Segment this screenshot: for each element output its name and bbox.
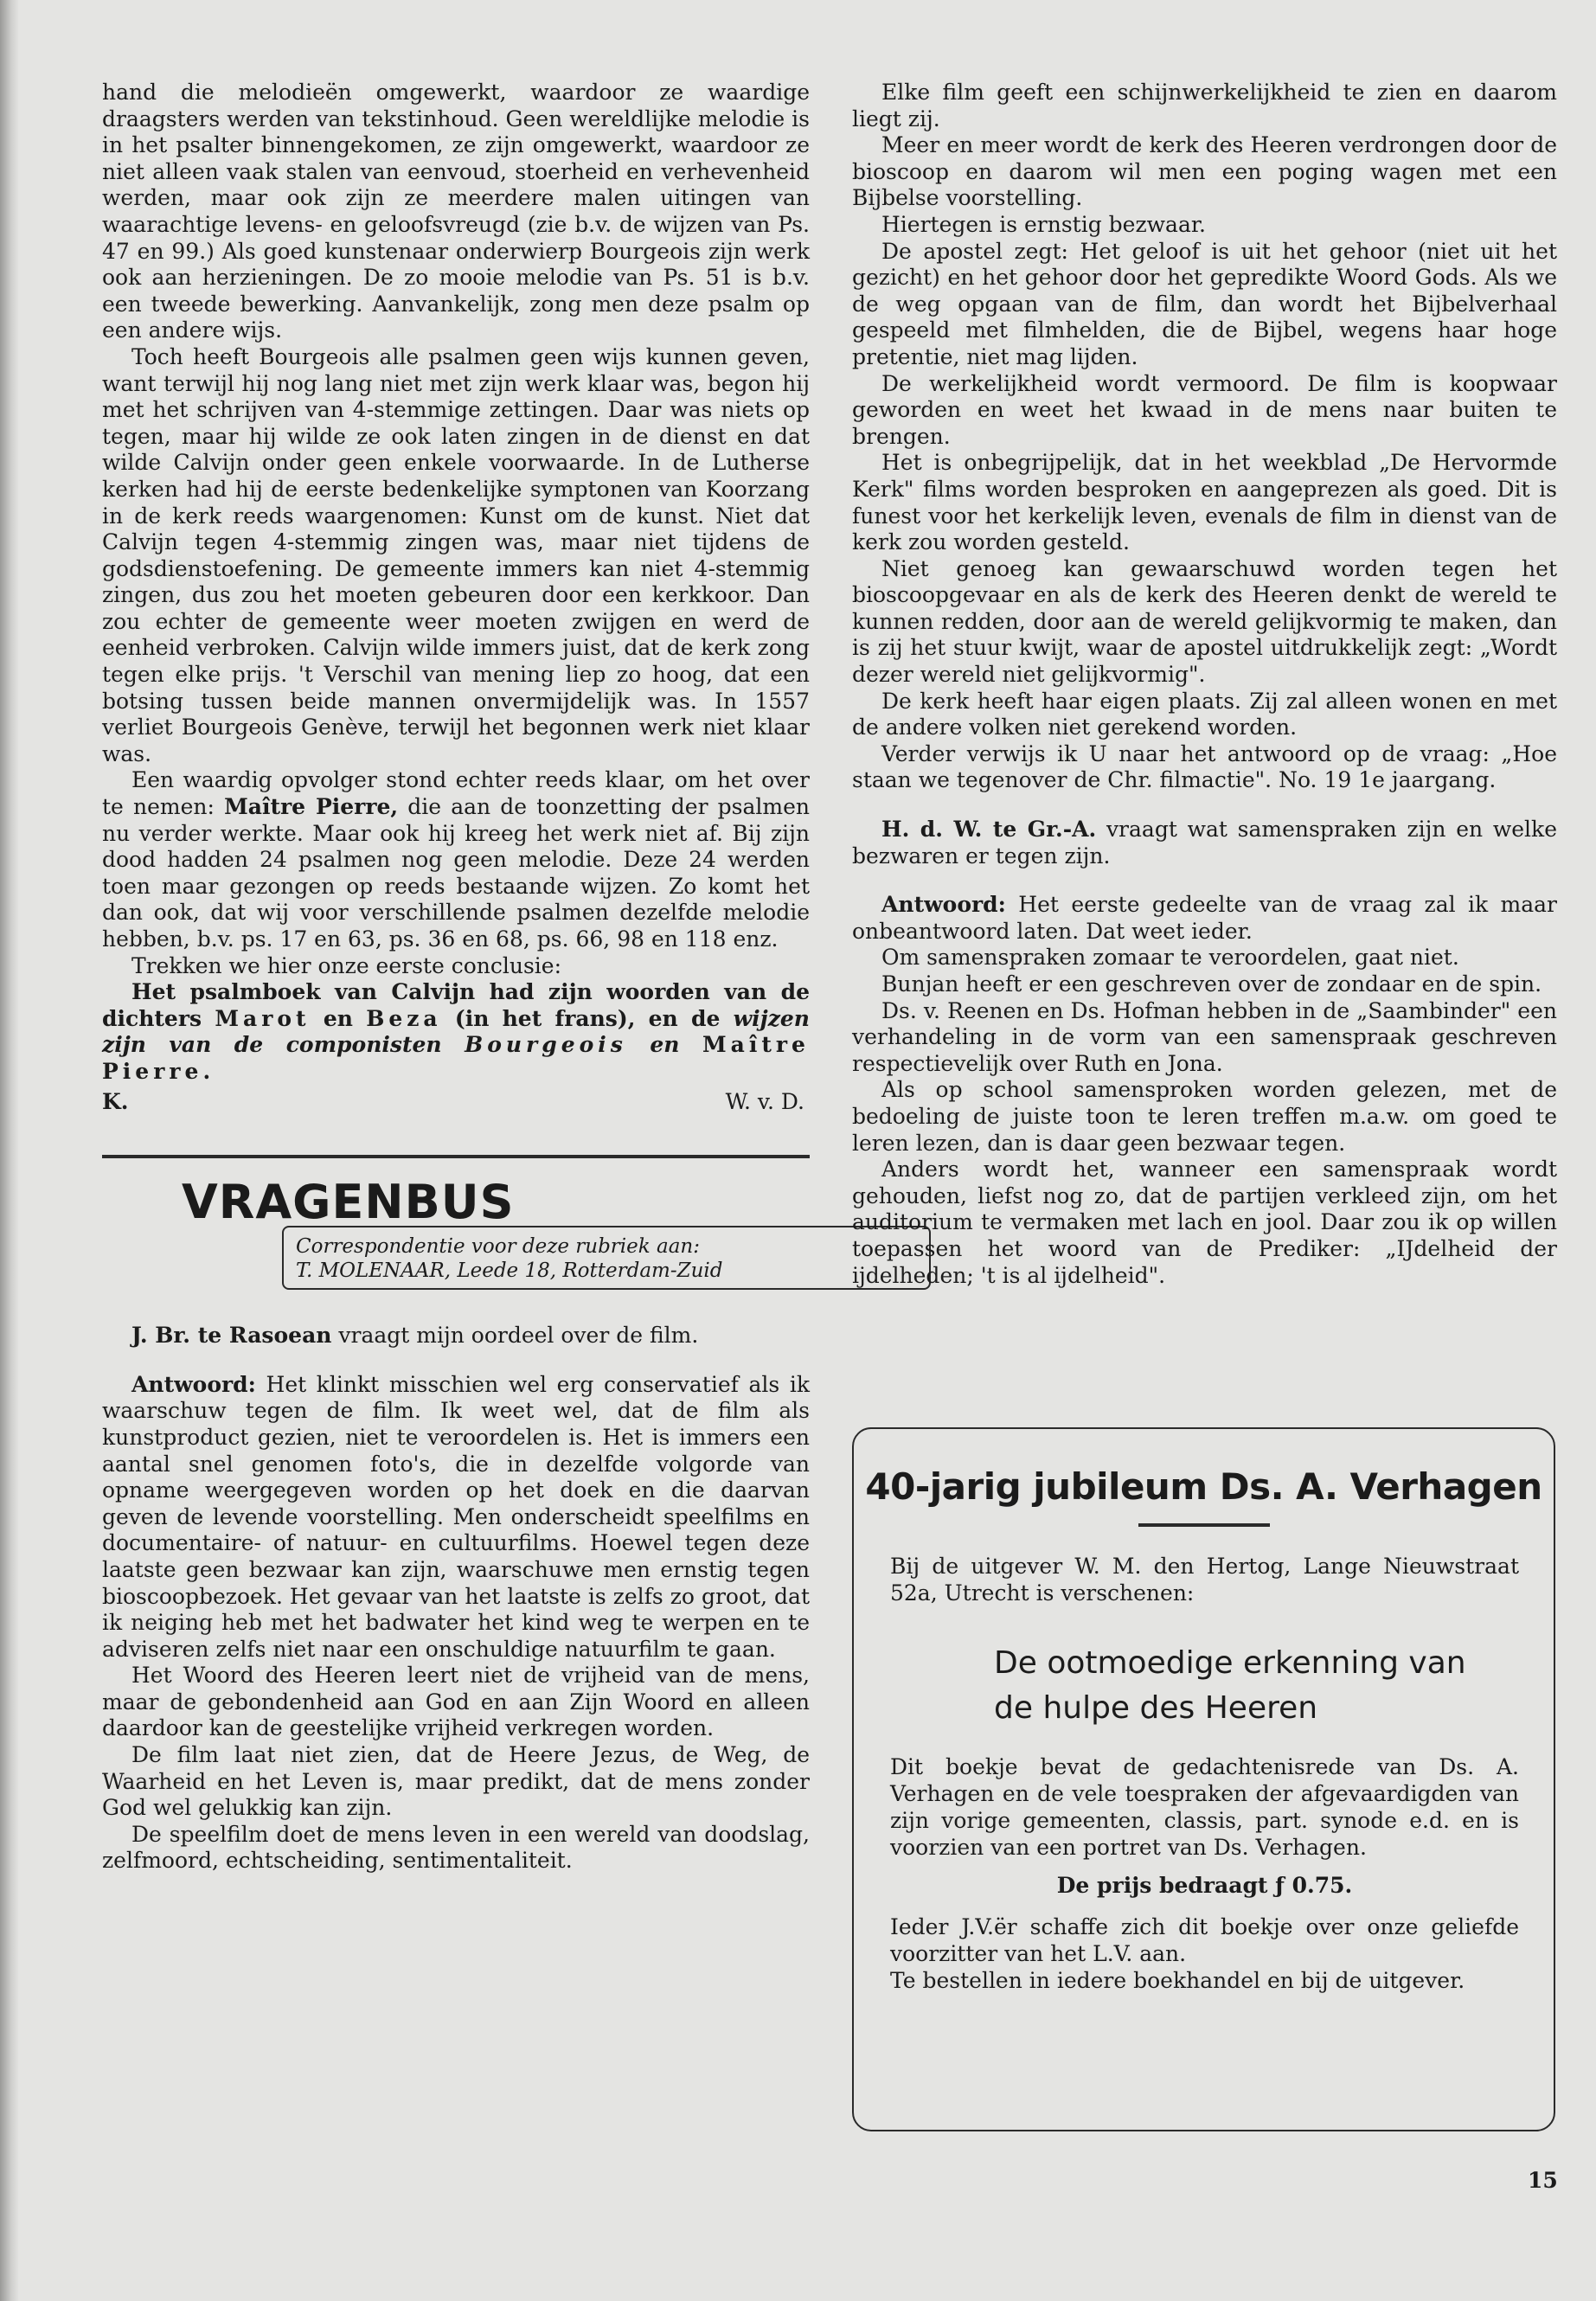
answer-paragraph: Het is onbegrijpelijk, dat in het weekblad „De Hervormde Kerk" films worden besproken en aangeprezen als goed. Dit is funest voor het kerkelijk leven, evenals de film in dienst van de kerk zou worden gesteld. bbox=[852, 450, 1557, 555]
book-title-line: de hulpe des Heeren bbox=[994, 1690, 1318, 1726]
advertisement-title: 40-jarig jubileum Ds. A. Verhagen bbox=[865, 1465, 1542, 1508]
conclusion-paragraph bbox=[102, 979, 810, 1085]
left-column bbox=[102, 80, 810, 1875]
answer-paragraph: De apostel zegt: Het geloof is uit het gehoor (niet uit het gezicht) en het gehoor door het gepredikte Woord Gods. Als we de weg opgaan van de film, dan wordt het Bijbelverhaal gespeeld met filmhelden, die de Bijbel, wegens haar hoge pretentie, niet mag lijden. bbox=[852, 238, 1557, 369]
section-title-vragenbus: VRAGENBUS bbox=[182, 1175, 515, 1230]
page-number: 15 bbox=[1528, 2168, 1558, 2193]
scan-page-edge bbox=[0, 0, 19, 2301]
advertisement-body bbox=[890, 1553, 1519, 1994]
question-text: vraagt mijn oordeel over de film. bbox=[338, 1323, 699, 1349]
answer-paragraph bbox=[102, 1372, 810, 1663]
answer-paragraph: Verder verwijs ik U naar het antwoord op de vraag: „Hoe staan we tegenover de Chr. filmactie". No. 19 1e jaargang. bbox=[852, 740, 1557, 793]
jubilee-advertisement bbox=[852, 1427, 1555, 2131]
answer-paragraph: De film laat niet zien, dat de Heere Jezus, de Weg, de Waarheid en het Leven is, maar predikt, dat de mens zonder God wel gelukkig kan zijn. bbox=[102, 1742, 810, 1821]
publisher-text: Bij de uitgever W. M. den Hertog, Lange Nieuwstraat 52a, Utrecht is verschenen: bbox=[890, 1554, 1519, 1606]
answer-paragraph: De kerk heeft haar eigen plaats. Zij zal alleen wonen en met de andere volken niet gerekend worden. bbox=[852, 688, 1557, 740]
answer-text: Het eerste gedeelte van de vraag zal ik maar onbeantwoord laten. Dat weet ieder. bbox=[852, 892, 1558, 944]
advertisement-rule bbox=[1138, 1523, 1270, 1527]
conclusion-text: zijn van de componisten bbox=[102, 1032, 442, 1058]
article-signature bbox=[102, 1089, 810, 1116]
section-divider bbox=[102, 1155, 810, 1158]
answer-paragraph: Elke film geeft een schijnwerkelijkheid te zien en daarom liegt zij. bbox=[852, 80, 1557, 131]
answer-paragraph: Bunjan heeft er een geschreven over de zondaar en de spin. bbox=[881, 971, 1542, 997]
signature-right: W. v. D. bbox=[725, 1088, 804, 1114]
name-marot: Marot bbox=[215, 1005, 311, 1031]
conclusion-text: wijzen bbox=[733, 1005, 810, 1031]
book-title-line: De ootmoedige erkenning van bbox=[994, 1645, 1466, 1681]
question-asker: H. d. W. te Gr.-A. bbox=[881, 817, 1097, 843]
answer-text: Het klinkt misschien wel erg conservatief als ik waarschuw tegen de film. Ik weet wel, dat de film als kunstproduct gezien, niet te veroordelen is. Het is immers een aantal snel genomen foto's, die in dezelfde volgorde van opname weergegeven worden op het doek en die daarvan geven de levende voorstelling. Men onderscheidt speelfilms en documentaire- of natuur- en cultuurfilms. Hoewel tegen deze laatste geen bezwaar kan zijn, waarschuwe men ernstig tegen bioscoopbezoek. Het gevaar van het laatste is zelfs zo groot, dat ik neiging heb met het badwater het kind weg te werpen en te adviseren zelfs niet naar een onschuldige natuurfilm te gaan. bbox=[102, 1371, 810, 1662]
closing-text: Te bestellen in iedere boekhandel en bij de uitgever. bbox=[890, 1968, 1465, 1993]
article-paragraph: hand die melodieën omgewerkt, waardoor ze waardige draagsters werden van tekstinhoud. Geen wereldlijke melodie is in het psalter binnengekomen, ze zijn omgewerkt, waardoor ze niet alleen vaak stalen van eenvoud, stoerheid en verhevenheid werden, maar ook zijn ze meerdere malen uitingen van waarachtige levens- en geloofsvreugd (zie b.v. de wijzen van Ps. 47 en 99.) Als goed kunstenaar onderwierp Bourgeois zijn werk ook aan herzieningen. De zo mooie melodie van Ps. 51 is b.v. een tweede bewerking. Aanvankelijk, zong men deze psalm op een andere wijs. bbox=[102, 80, 810, 343]
right-column bbox=[852, 80, 1557, 1289]
name-beza: Beza bbox=[366, 1005, 442, 1031]
answer-paragraph: Anders wordt het, wanneer een samenspraak wordt gehouden, liefst nog zo, dat de partijen verkleed zijn, om het auditorium te vermaken met lach en jool. Daar zou ik op willen toepassen het woord van de Prediker: „IJdelheid der ijdelheden; 't is al ijdelheid". bbox=[852, 1157, 1557, 1288]
conclusion-text: (in het frans), en de bbox=[454, 1005, 721, 1031]
answer-paragraph: De werkelijkheid wordt vermoord. De film is koopwaar geworden en weet het kwaad in de mens naar buiten te brengen. bbox=[852, 370, 1557, 449]
name-maitre-pierre: Maître Pierre. bbox=[102, 1032, 810, 1084]
answer-paragraph: De speelfilm doet de mens leven in een wereld van doodslag, zelfmoord, echtscheiding, sentimentaliteit. bbox=[102, 1821, 810, 1874]
correspondence-box bbox=[282, 1226, 931, 1290]
answer-paragraph: Als op school samensproken worden gelezen, met de bedoeling de juiste toon te leren treffen m.a.w. om goed te leren lezen, dan is daar geen bezwaar tegen. bbox=[852, 1077, 1557, 1156]
book-title bbox=[994, 1641, 1519, 1731]
conclusion-text: Het psalmboek van Calvijn had zijn woorden van de dichters bbox=[102, 979, 810, 1031]
question-asker: J. Br. te Rasoean bbox=[131, 1323, 332, 1349]
answer-paragraph: Meer en meer wordt de kerk des Heeren verdrongen door de bioscoop en daarom wil men een poging wagen met een Bijbelse voorstelling. bbox=[852, 132, 1557, 211]
name-bourgeois: Bourgeois bbox=[465, 1032, 627, 1058]
article-text: Een waardig opvolger stond echter reeds klaar, om het over te nemen: bbox=[102, 767, 810, 820]
answer-label: Antwoord: bbox=[131, 1371, 256, 1397]
book-description: Dit boekje bevat de gedachtenisrede van Ds. A. Verhagen en de vele toespraken der afgevaardigden van zijn vorige gemeenten, classis, part. synode e.d. en is voorzien van een portret van Ds. Verhagen. bbox=[890, 1754, 1519, 1860]
question-text: vraagt wat samenspraken zijn en welke bezwaren er tegen zijn. bbox=[852, 817, 1557, 868]
book-price: De prijs bedraagt ƒ 0.75. bbox=[1056, 1873, 1353, 1898]
article-paragraph: Trekken we hier onze eerste conclusie: bbox=[131, 952, 562, 978]
conclusion-text: en bbox=[650, 1032, 680, 1058]
conclusion-text: en bbox=[323, 1005, 353, 1031]
article-paragraph: Toch heeft Bourgeois alle psalmen geen wijs kunnen geven, want terwijl hij nog lang niet met zijn werk klaar was, begon hij met het schrijven van 4-stemmige zettingen. Daar was niets op tegen, maar hij wilde ze ook laten zingen in de dienst en dat wilde Calvijn onder geen enkele voorwaarde. In de Lutherse kerken had hij de eerste bedenkelijke symptonen van Koorzang in de kerk reeds waargenomen: Kunst om de kunst. Niet dat Calvijn tegen 4-stemmig zingen was, maar niet tijdens de godsdienstoefening. De gemeente immers kan niet 4-stemmig zingen, dus zou het moeten gebeuren door een kerkkoor. Dan zou echter de gemeente weer moeten zwijgen en werd de eenheid verbroken. Calvijn wilde immers juist, dat de kerk zong tegen elke prijs. 't Verschil van mening liep zo hoog, dat een botsing tussen beide mannen onvermijdelijk was. In 1557 verliet Bourgeois Genève, terwijl het begonnen werk niet klaar was. bbox=[102, 343, 810, 766]
answer-paragraph: Om samenspraken zomaar te veroordelen, gaat niet. bbox=[881, 945, 1459, 971]
answer-paragraph: Hiertegen is ernstig bezwaar. bbox=[881, 211, 1206, 237]
question-paragraph bbox=[102, 1323, 810, 1349]
name-maitre-pierre: Maître Pierre, bbox=[224, 794, 399, 820]
closing-text: Ieder J.V.ër schaffe zich dit boekje over onze geliefde voorzitter van het L.V. aan. bbox=[890, 1914, 1519, 1966]
question-paragraph bbox=[852, 817, 1557, 869]
answer-label: Antwoord: bbox=[881, 892, 1006, 918]
signature-left: K. bbox=[102, 1088, 129, 1114]
article-paragraph bbox=[102, 767, 810, 952]
answer-paragraph bbox=[852, 892, 1557, 945]
answer-paragraph: Niet genoeg kan gewaarschuwd worden tegen het bioscoopgevaar en als de kerk des Heeren denkt de wereld te kunnen redden, door aan de wereld gelijkvormig te maken, dan is zij het stuur kwijt, waar de apostel uitdrukkelijk zegt: „Wordt dezer wereld niet gelijkvormig". bbox=[852, 555, 1557, 688]
correspondence-address: T. MOLENAAR, Leede 18, Rotterdam-Zuid bbox=[296, 1259, 723, 1283]
article-text: die aan de toonzetting der psalmen nu verder werkte. Maar ook hij kreeg het werk niet af. Bij zijn dood hadden 24 psalmen nog geen melodie. Deze 24 werden toen maar gezongen op reeds bestaande wijzen. Zo komt het dan ook, dat wij voor verschillende psalmen dezelfde melodie hebben, b.v. ps. 17 en 63, ps. 36 en 68, ps. 66, 98 en 118 enz. bbox=[102, 794, 811, 952]
answer-paragraph: Het Woord des Heeren leert niet de vrijheid van de mens, maar de gebondenheid aan God en aan Zijn Woord en alleen daardoor kan de geestelijke vrijheid verkregen worden. bbox=[102, 1663, 810, 1741]
answer-paragraph: Ds. v. Reenen en Ds. Hofman hebben in de „Saambinder" een verhandeling in de vorm van een samenspraak geschreven respectievelijk over Ruth en Jona. bbox=[852, 997, 1557, 1076]
correspondence-line: Correspondentie voor deze rubriek aan: bbox=[296, 1235, 700, 1259]
